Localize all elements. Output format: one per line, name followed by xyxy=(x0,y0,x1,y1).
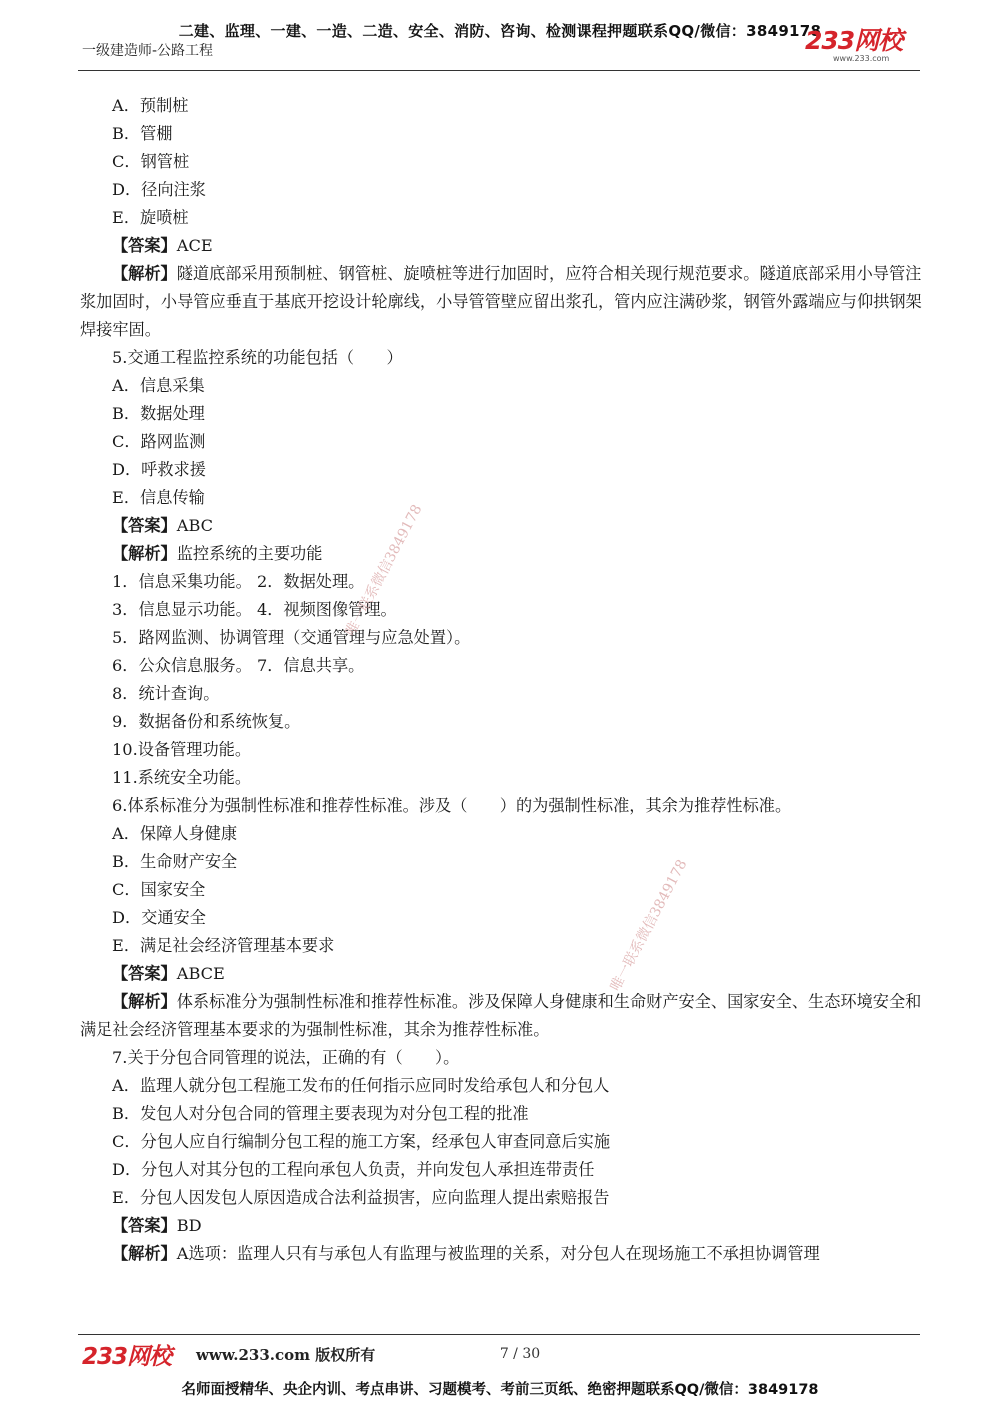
watermark: 唯一联系微信3849178 xyxy=(607,857,691,994)
footer-divider xyxy=(78,1334,920,1335)
q5-list-item: 10.设备管理功能。 xyxy=(112,740,252,759)
answer-tag: 【答案】 xyxy=(112,236,177,255)
q7-option-c: C．分包人应自行编制分包工程的施工方案，经承包人审查同意后实施 xyxy=(112,1132,611,1151)
q7-option-d: D．分包人对其分包的工程向承包人负责，并向发包人承担连带责任 xyxy=(112,1160,595,1179)
q4-option-b: B．管棚 xyxy=(112,124,173,143)
q5-list-item: 11.系统安全功能。 xyxy=(112,768,252,787)
q7-option-a: A．监理人就分包工程施工发布的任何指示应同时发给承包人和分包人 xyxy=(112,1076,610,1095)
q5-answer xyxy=(80,512,930,540)
q4-option-c: C．钢管桩 xyxy=(112,152,190,171)
analysis-tag: 【解析】 xyxy=(112,992,177,1011)
document-body xyxy=(80,92,930,1268)
q5-list-item: 6．公众信息服务。 7．信息共享。 xyxy=(112,656,365,675)
q7-analysis xyxy=(80,1240,930,1268)
q7-stem: 7.关于分包合同管理的说法，正确的有（ ）。 xyxy=(112,1048,460,1067)
q7-answer xyxy=(80,1212,930,1240)
q5-option-c: C．路网监测 xyxy=(112,432,206,451)
analysis-tag: 【解析】 xyxy=(112,544,177,563)
q6-option-d: D．交通安全 xyxy=(112,908,206,927)
analysis-text: 隧道底部采用预制桩、钢管桩、旋喷桩等进行加固时，应符合相关现行规范要求。隧道底部采用小导管注浆加固时，小导管应垂直于基底开挖设计轮廓线，小导管管壁应留出浆孔，管内应注满砂浆，钢管外露端应与仰拱钢架焊接牢固。 xyxy=(80,264,922,339)
q5-option-d: D．呼救求援 xyxy=(112,460,206,479)
q7-option-e: E．分包人因发包人原因造成合法利益损害，应向监理人提出索赔报告 xyxy=(112,1188,610,1207)
q5-option-a: A．信息采集 xyxy=(112,376,205,395)
q4-option-d: D．径向注浆 xyxy=(112,180,206,199)
analysis-text: 监控系统的主要功能 xyxy=(176,544,323,563)
answer-value: ABCE xyxy=(176,964,225,983)
footer-copyright: www.233.com 版权所有 xyxy=(196,1346,376,1364)
answer-tag: 【答案】 xyxy=(112,1216,177,1235)
q6-answer xyxy=(80,960,930,988)
q5-list-item: 3．信息显示功能。 4．视频图像管理。 xyxy=(112,600,397,619)
q5-analysis xyxy=(80,540,930,568)
bottom-banner: 名师面授精华、央企内训、考点串讲、习题模考、考前三页纸、绝密押题联系QQ/微信：3849178 xyxy=(181,1382,819,1398)
q4-analysis xyxy=(80,260,930,344)
header-divider xyxy=(78,70,920,71)
q5-list-item: 1．信息采集功能。 2．数据处理。 xyxy=(112,572,365,591)
q5-option-e: E．信息传输 xyxy=(112,488,205,507)
q6-option-e: E．满足社会经济管理基本要求 xyxy=(112,936,335,955)
footer-logo: 233网校 xyxy=(82,1344,172,1370)
brand-logo-text: 233网校 xyxy=(805,26,903,55)
q5-list-item: 5．路网监测、协调管理（交通管理与应急处置）。 xyxy=(112,628,471,647)
page-number: 7 / 30 xyxy=(499,1346,541,1362)
top-banner: 二建、监理、一建、一造、二造、安全、消防、咨询、检测课程押题联系QQ/微信：3849178 xyxy=(178,22,822,40)
answer-value: BD xyxy=(176,1216,202,1235)
analysis-tag: 【解析】 xyxy=(112,264,177,283)
q5-list-item: 9．数据备份和系统恢复。 xyxy=(112,712,301,731)
subject-title: 一级建造师-公路工程 xyxy=(82,43,214,59)
q6-analysis xyxy=(80,988,930,1044)
answer-value: ABC xyxy=(176,516,214,535)
brand-logo xyxy=(805,28,925,64)
brand-logo-site: www.233.com xyxy=(833,54,890,63)
q4-option-e: E．旋喷桩 xyxy=(112,208,189,227)
answer-tag: 【答案】 xyxy=(112,516,177,535)
q6-option-b: B．生命财产安全 xyxy=(112,852,238,871)
q6-option-c: C．国家安全 xyxy=(112,880,206,899)
q7-option-b: B．发包人对分包合同的管理主要表现为对分包工程的批准 xyxy=(112,1104,529,1123)
q5-option-b: B．数据处理 xyxy=(112,404,205,423)
analysis-tag: 【解析】 xyxy=(112,1244,177,1263)
analysis-text: 体系标准分为强制性标准和推荐性标准。涉及保障人身健康和生命财产安全、国家安全、生态环境安全和满足社会经济管理基本要求的为强制性标准，其余为推荐性标准。 xyxy=(80,992,922,1039)
q6-stem: 6.体系标准分为强制性标准和推荐性标准。涉及（ ）的为强制性标准，其余为推荐性标准。 xyxy=(112,796,792,815)
q6-option-a: A．保障人身健康 xyxy=(112,824,238,843)
analysis-text: A选项：监理人只有与承包人有监理与被监理的关系，对分包人在现场施工不承担协调管理 xyxy=(176,1244,820,1263)
q5-list-item: 8．统计查询。 xyxy=(112,684,220,703)
q5-stem: 5.交通工程监控系统的功能包括（ ） xyxy=(112,348,403,367)
watermark: 唯一联系微信3849178 xyxy=(342,502,426,639)
q4-option-a: A．预制桩 xyxy=(112,96,189,115)
q4-answer xyxy=(80,232,930,260)
answer-value: ACE xyxy=(176,236,213,255)
answer-tag: 【答案】 xyxy=(112,964,177,983)
